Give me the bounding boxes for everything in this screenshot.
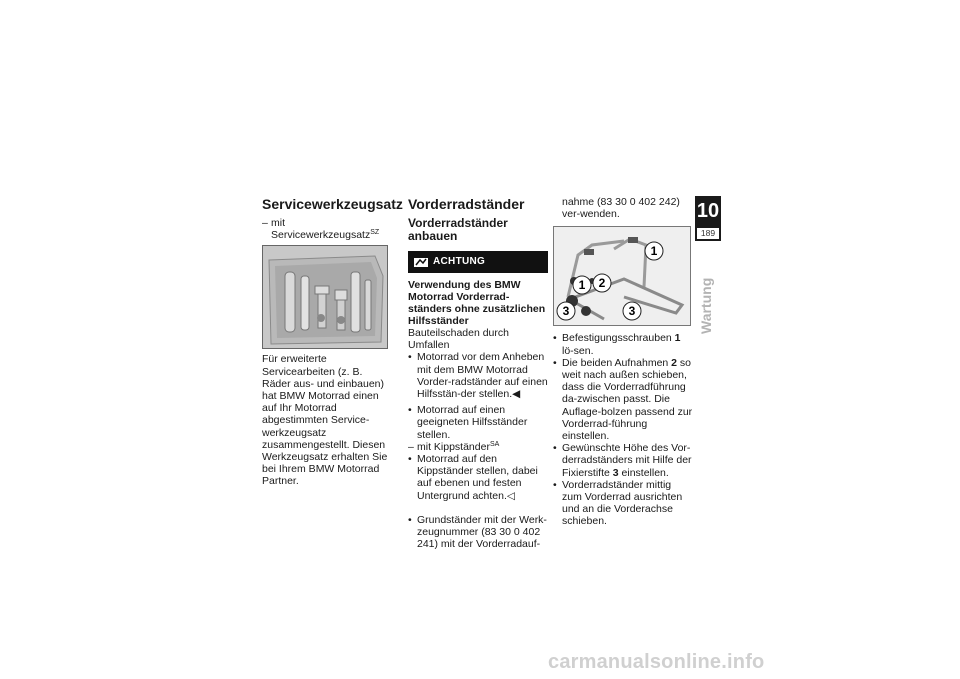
dash-text: mit Kippständer$^{SA}$ <box>417 440 500 453</box>
bullet-marker: • <box>408 404 412 417</box>
bullet-item <box>408 453 548 502</box>
bullet-text: Befestigungsschrauben 1 lö-sen. <box>562 332 681 357</box>
bullet-item <box>408 514 548 551</box>
bullet-item <box>553 442 693 479</box>
watermark: carmanualsonline.info <box>548 651 765 673</box>
section-side-label: Wartung <box>698 277 714 334</box>
bullet-item <box>408 351 548 400</box>
body-paragraph: Für erweiterte Servicearbeiten (z. B. Räder aus- und einbauen) hat BMW Motorrad einen auf Ihr Motorrad abgestimmten Service-werkzeugsatz zusammengestellt. Diesen Werkzeugsatz erhalten Sie bei Ihrem BMW Motorrad Partner. <box>262 353 388 488</box>
bullet-text: Die beiden Aufnahmen 2 so weit nach außen schieben, dass die Vorderradführung da-zwischen passt. Die Auflage-bolzen passend zur Vorderrad-führung einstellen. <box>562 356 693 443</box>
column-vorderradstaender <box>408 196 548 550</box>
subsection-title: Vorderradständer anbauen <box>408 216 508 243</box>
toolkit-image <box>262 245 388 349</box>
section-title: Servicewerkzeugsatz <box>262 196 403 212</box>
column-continuation <box>553 196 693 528</box>
page-number: 189 <box>697 228 719 239</box>
dash-marker: – <box>408 440 414 453</box>
bullet-text: Grundständer mit der Werk-zeugnummer (83 30 0 402 241) mit der Vorderradauf- <box>417 513 547 551</box>
bullet-item <box>553 332 693 356</box>
chapter-number: 10 <box>696 200 720 222</box>
warning-heading: Verwendung des BMW Motorrad Vorderrad-ständers ohne zusätzlichen Hilfsständer <box>408 279 546 327</box>
warning-banner <box>408 251 548 273</box>
front-stand-image <box>553 226 691 326</box>
bullet-marker: • <box>553 442 557 455</box>
callout-label: 1 <box>650 244 658 259</box>
bullet-marker: • <box>408 453 412 466</box>
bullet-marker: • <box>553 478 557 491</box>
section-title: Vorderradständer <box>408 196 525 212</box>
bullet-marker: • <box>553 332 557 345</box>
continuation-text: nahme (83 30 0 402 242) ver-wenden. <box>562 196 680 221</box>
bullet-item <box>408 404 548 441</box>
warning-icon <box>414 256 428 268</box>
callout-label: 1 <box>578 278 586 293</box>
warning-text: Bauteilschaden durch Umfallen <box>408 327 509 352</box>
bullet-marker: • <box>408 351 412 364</box>
bullet-marker: • <box>408 513 412 526</box>
warning-label: ACHTUNG <box>433 255 486 267</box>
bullet-item <box>553 357 693 442</box>
bullet-marker: • <box>553 356 557 369</box>
chapter-tab <box>695 196 721 241</box>
bullet-item <box>553 479 693 528</box>
callout-label: 3 <box>628 304 636 319</box>
dash-text: mit Servicewerkzeugsatz$^{SZ}$ <box>271 217 380 242</box>
bullet-text: Motorrad vor dem Anheben mit dem BMW Motorrad Vorder-radständer auf einen Hilfsstän-der stellen.◀ <box>417 351 548 401</box>
bullet-text: Vorderradständer mittig zum Vorderrad ausrichten und an die Vorderachse schieben. <box>562 478 683 528</box>
dash-marker: – <box>262 217 268 229</box>
dash-item <box>262 217 390 241</box>
dash-item <box>408 441 548 453</box>
toolkit-illustration <box>263 246 387 348</box>
column-servicewerkzeugsatz <box>262 196 403 488</box>
front-stand-illustration <box>554 227 690 325</box>
callout-label: 2 <box>598 276 606 291</box>
callout-label: 3 <box>562 304 570 319</box>
bullet-text: Motorrad auf einen geeigneten Hilfsständer stellen. <box>417 404 528 441</box>
bullet-text: Motorrad auf den Kippständer stellen, dabei auf ebenen und festen Untergrund achten.◁ <box>417 453 538 502</box>
bullet-text: Gewünschte Höhe des Vor-derradständers mit Hilfe der Fixierstifte 3 einstellen. <box>562 442 692 479</box>
